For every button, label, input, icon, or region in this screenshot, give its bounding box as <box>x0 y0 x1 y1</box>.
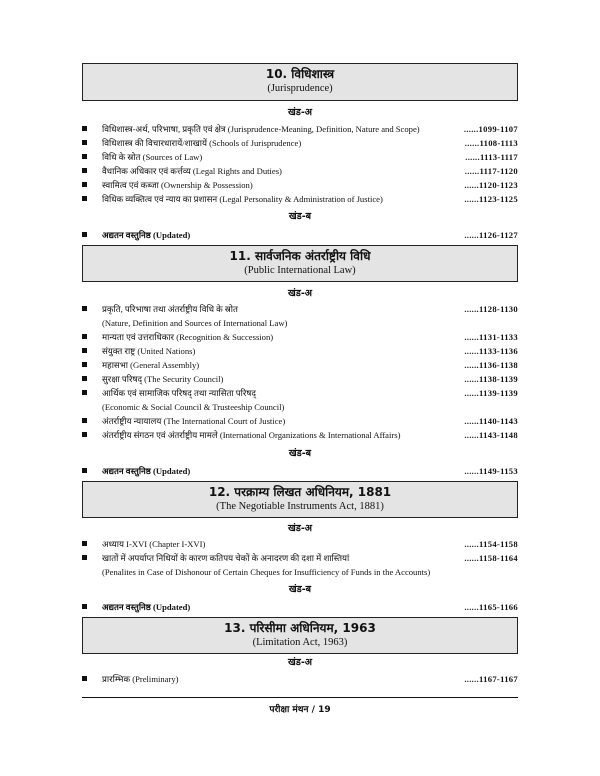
bullet-icon <box>82 232 87 237</box>
entry-title: अद्यतन वस्तुनिष्ठ (Updated) <box>102 602 191 612</box>
bullet-icon <box>82 418 87 423</box>
entry-title: मान्यता एवं उत्तराधिकार (Recognition & Succession) <box>102 332 274 342</box>
entry-title: अंतर्राष्ट्रीय संगठन एवं अंतर्राष्ट्रीय मामले (International Organizations & International Affairs) <box>102 430 401 440</box>
toc-entry[interactable] <box>82 464 518 478</box>
page-range: ......1165-1166 <box>464 602 518 612</box>
chapter-header <box>82 63 518 101</box>
section-b-label: खंड-ब <box>288 448 312 459</box>
page-range: ......1154-1158 <box>464 539 518 549</box>
section-a-label: खंड-अ <box>287 288 313 299</box>
chapter-subtitle: (Limitation Act, 1963) <box>252 637 348 648</box>
chapter-title: 12. परक्राम्य लिखत अधिनियम, 1881 <box>208 485 392 499</box>
toc-entry[interactable] <box>82 302 518 316</box>
section-b-label: खंड-ब <box>288 584 312 595</box>
chapter-title: 13. परिसीमा अधिनियम, 1963 <box>224 621 376 635</box>
bullet-icon <box>82 468 87 473</box>
page-range: ......1126-1127 <box>464 230 518 240</box>
page-range: ......1138-1139 <box>464 374 518 384</box>
entry-title: आर्थिक एवं सामाजिक परिषद् तथा न्यासिता परिषद् <box>102 388 256 398</box>
chapter-title: 10. विधिशास्त्र <box>265 67 335 81</box>
toc-entry[interactable] <box>82 428 518 442</box>
entry-title: विधि के स्रोत (Sources of Law) <box>102 152 203 162</box>
toc-entry[interactable] <box>82 344 518 358</box>
bullet-icon <box>82 182 87 187</box>
toc-entry[interactable] <box>82 192 518 206</box>
page-range: ......1167-1167 <box>464 674 518 684</box>
entry-title: विधिक व्यक्तित्व एवं न्याय का प्रशासन (Legal Personality & Administration of Justice) <box>102 194 383 204</box>
toc-entry[interactable] <box>82 551 518 565</box>
entry-title: संयुक्त राष्ट्र (United Nations) <box>102 346 196 356</box>
footer-divider <box>82 697 518 698</box>
toc-entry[interactable] <box>82 537 518 551</box>
chapter-subtitle: (Public International Law) <box>244 265 356 276</box>
entry-title: अंतर्राष्ट्रीय न्यायालय (The International Court of Justice) <box>102 416 286 426</box>
toc-entry[interactable] <box>82 330 518 344</box>
toc-entry[interactable] <box>82 136 518 150</box>
bullet-icon <box>82 390 87 395</box>
bullet-icon <box>82 140 87 145</box>
bullet-icon <box>82 376 87 381</box>
page-range: ......1158-1164 <box>464 553 518 563</box>
toc-entry[interactable] <box>82 150 518 164</box>
toc-entry[interactable] <box>82 372 518 386</box>
page-range: ......1149-1153 <box>464 466 518 476</box>
bullet-icon <box>82 604 87 609</box>
entry-continuation: (Economic & Social Council & Trusteeship Council) <box>102 402 285 412</box>
page-range: ......1120-1123 <box>464 180 518 190</box>
toc-entry[interactable] <box>82 122 518 136</box>
bullet-icon <box>82 154 87 159</box>
bullet-icon <box>82 348 87 353</box>
page-range: ......1099-1107 <box>463 124 518 134</box>
chapter-title: 11. सार्वजनिक अंतर्राष्ट्रीय विधि <box>229 249 371 263</box>
entry-title: विधिशास्त्र-अर्थ, परिभाषा, प्रकृति एवं क्षेत्र (Jurisprudence-Meaning, Definition, Nature and Scope) <box>102 124 420 134</box>
entry-title: प्रकृति, परिभाषा तथा अंतर्राष्ट्रीय विधि के स्रोत <box>102 304 238 314</box>
page-footer: परीक्षा मंथन / 19 <box>269 705 331 715</box>
page-range: ......1128-1130 <box>464 304 518 314</box>
page-range: ......1143-1148 <box>464 430 518 440</box>
page-range: ......1140-1143 <box>464 416 518 426</box>
page-range: ......1123-1125 <box>464 194 518 204</box>
page-range: ......1136-1138 <box>464 360 518 370</box>
entry-title: खातों में अपर्याप्त निधियों के कारण कतिपय चेकों के अनादरण की दशा में शास्तियां <box>102 553 350 563</box>
bullet-icon <box>82 126 87 131</box>
toc-entry[interactable] <box>82 386 518 400</box>
toc-entry[interactable] <box>82 600 518 614</box>
entry-title: अध्याय I-XVI (Chapter I-XVI) <box>102 539 206 549</box>
toc-entry[interactable] <box>82 164 518 178</box>
bullet-icon <box>82 541 87 546</box>
entry-continuation: (Penalites in Case of Dishonour of Certain Cheques for Insufficiency of Funds in the Accounts) <box>102 567 431 577</box>
chapter-subtitle: (Jurisprudence) <box>267 83 333 94</box>
bullet-icon <box>82 196 87 201</box>
section-a-label: खंड-अ <box>287 657 313 668</box>
page-range: ......1117-1120 <box>464 166 518 176</box>
page-range: ......1113-1117 <box>465 152 518 162</box>
chapter-header <box>82 245 518 282</box>
toc-entry[interactable] <box>82 358 518 372</box>
entry-title: प्रारम्भिक (Preliminary) <box>102 674 179 684</box>
toc-entry[interactable] <box>82 414 518 428</box>
bullet-icon <box>82 676 87 681</box>
toc-entry[interactable] <box>82 228 518 242</box>
entry-title: अद्यतन वस्तुनिष्ठ (Updated) <box>102 466 191 476</box>
entry-title: महासभा (General Assembly) <box>102 360 200 370</box>
section-b-label: खंड-ब <box>288 211 312 222</box>
entry-title: विधिशास्त्र की विचारधारायें/शाखायें (Schools of Jurisprudence) <box>102 138 302 148</box>
section-a-label: खंड-अ <box>287 107 313 118</box>
page-range: ......1131-1133 <box>464 332 518 342</box>
page-range: ......1108-1113 <box>464 138 518 148</box>
chapter-header <box>82 617 518 654</box>
bullet-icon <box>82 555 87 560</box>
entry-title: अद्यतन वस्तुनिष्ठ (Updated) <box>102 230 191 240</box>
bullet-icon <box>82 334 87 339</box>
toc-entry[interactable] <box>82 178 518 192</box>
bullet-icon <box>82 432 87 437</box>
page-range: ......1139-1139 <box>464 388 518 398</box>
section-a-label: खंड-अ <box>287 523 313 534</box>
chapter-subtitle: (The Negotiable Instruments Act, 1881) <box>216 501 384 512</box>
entry-title: वैधानिक अधिकार एवं कर्त्तव्य (Legal Rights and Duties) <box>102 166 282 176</box>
toc-entry[interactable] <box>82 672 518 686</box>
entry-title: सुरक्षा परिषद् (The Security Council) <box>102 374 224 384</box>
bullet-icon <box>82 168 87 173</box>
entry-continuation: (Nature, Definition and Sources of International Law) <box>102 318 288 328</box>
page-range: ......1133-1136 <box>464 346 518 356</box>
chapter-header <box>82 481 518 518</box>
bullet-icon <box>82 362 87 367</box>
bullet-icon <box>82 306 87 311</box>
entry-title: स्वामित्व एवं कब्जा (Ownership & Possession) <box>102 180 253 190</box>
